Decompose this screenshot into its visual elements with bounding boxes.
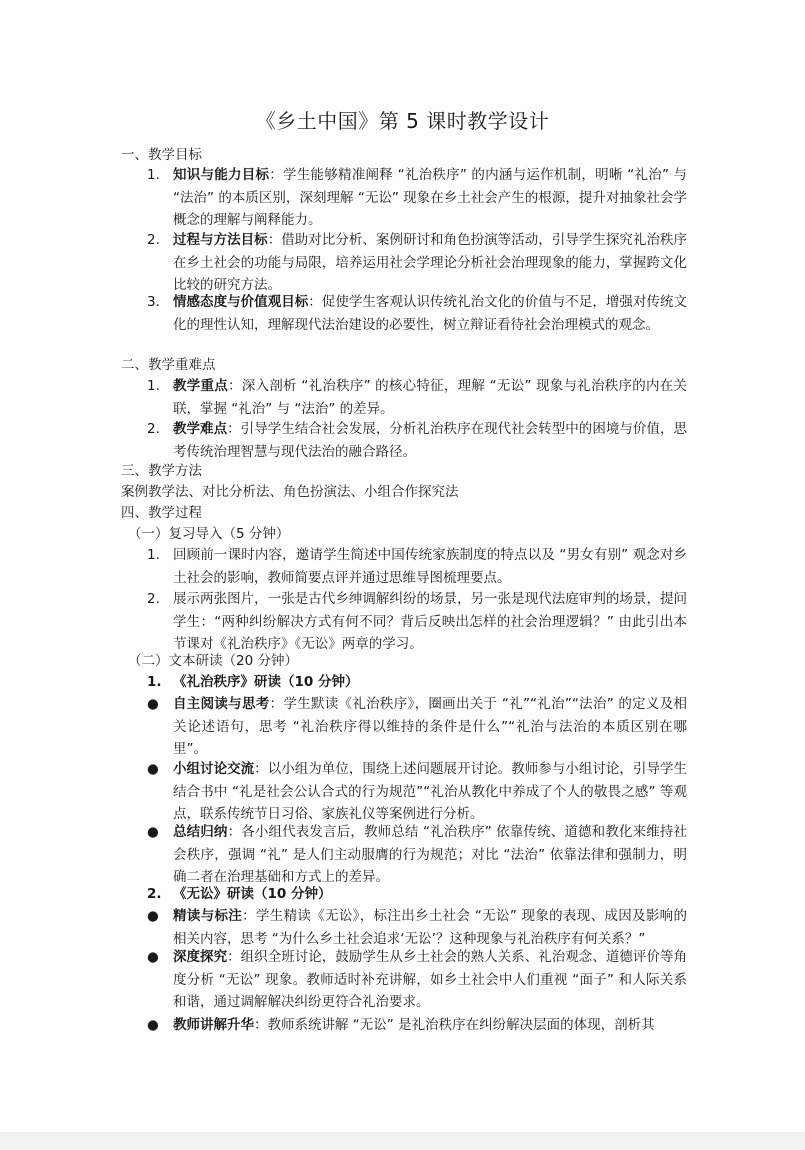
item-number: 1.: [147, 378, 160, 394]
item-number: 3.: [147, 294, 160, 310]
item-lead: 教学重点: [173, 378, 229, 394]
bullet-text: ：组织全班讨论，鼓励学生从乡土社会的熟人关系、礼治观念、道德评价等角度分析 “无讼” 现象。教师适时补充讲解，如乡土社会中人们重视 “面子” 和人际关系和谐，通过调解解决纠纷更符合礼治要求。: [173, 949, 688, 1010]
item-number: 1.: [147, 547, 160, 563]
objective-item: [147, 229, 687, 297]
bullet-text: ：学生默读《礼治秩序》，圈画出关于 “礼”“礼治”“法治” 的定义及相关论述语句，思考 “礼治秩序得以维持的条件是什么”“礼治与法治的本质区别在哪里”。: [173, 696, 688, 757]
item-number: 2.: [147, 886, 162, 902]
page-bottom-margin: [0, 1132, 805, 1150]
bullet-item: [147, 758, 687, 826]
bullet-lead: 精读与标注: [173, 908, 243, 924]
methods-text: 案例教学法、对比分析法、角色扮演法、小组合作探究法: [121, 484, 459, 500]
item-number: 1.: [147, 674, 162, 690]
section-heading-process: 四、教学过程: [121, 505, 202, 521]
item-text: 回顾前一课时内容，邀请学生简述中国传统家族制度的特点以及 “男女有别” 观念对乡土社会的影响，教师简要点评并通过思维导图梳理要点。: [173, 547, 687, 586]
bullet-dot-icon: ●: [147, 696, 159, 712]
item-text: ：引导学生结合社会发展，分析礼治秩序在现代社会转型中的困境与价值，思考传统治理智慧与现代法治的融合路径。: [173, 421, 688, 460]
bullet-dot-icon: ●: [147, 908, 159, 924]
bullet-dot-icon: ●: [147, 761, 159, 777]
item-lead: 教学难点: [173, 421, 228, 437]
objective-item: [147, 164, 687, 232]
item-text: ：深入剖析 “礼治秩序” 的核心特征，理解 “无讼” 现象与礼治秩序的内在关联，掌握 “礼治” 与 “法治” 的差异。: [173, 378, 688, 417]
section-heading-methods: 三、教学方法: [121, 463, 202, 479]
bullet-item: [147, 821, 687, 889]
item-number: 2.: [147, 591, 160, 607]
key-point-item: [147, 375, 687, 420]
process-item: [147, 544, 687, 589]
reading-heading-lizhi: [147, 672, 359, 692]
bullet-lead: 深度探究: [173, 949, 228, 965]
subsection-heading-review: （一）复习导入（5 分钟）: [128, 526, 290, 542]
bullet-dot-icon: ●: [147, 824, 159, 840]
item-lead: 过程与方法目标: [173, 232, 268, 248]
document-title: 《乡土中国》第 5 课时教学设计: [255, 109, 550, 133]
bullet-dot-icon: ●: [147, 1017, 159, 1033]
bullet-item: [147, 693, 687, 761]
item-text: ：借助对比分析、案例研讨和角色扮演等活动，引导学生探究礼治秩序在乡土社会的功能与局限，培养运用社会学理论分析社会治理现象的能力，掌握跨文化比较的研究方法。: [173, 232, 688, 293]
item-lead: 情感态度与价值观目标: [173, 294, 309, 310]
process-item: [147, 588, 687, 656]
bullet-lead: 小组讨论交流: [173, 761, 255, 777]
bullet-text: ：学生精读《无讼》，标注出乡土社会 “无讼” 现象的表现、成因及影响的相关内容，思考 “为什么乡土社会追求‘无讼’？这种现象与礼治秩序有何关系？”: [173, 908, 687, 947]
key-point-item: [147, 418, 687, 463]
item-text: ：学生能够精准阐释 “礼治秩序” 的内涵与运作机制，明晰 “礼治” 与 “法治” 的本质区别，深刻理解 “无讼” 现象在乡土社会产生的根源，提升对抽象社会学概念的理解与阐释能力。: [173, 167, 688, 228]
item-number: 2.: [147, 232, 160, 248]
bullet-item: [147, 1014, 687, 1037]
bullet-lead: 总结归纳: [173, 824, 228, 840]
section-heading-key-points: 二、教学重难点: [121, 357, 216, 373]
subsection-heading-reading: （二）文本研读（20 分钟）: [128, 653, 298, 669]
item-text: ：促使学生客观认识传统礼治文化的价值与不足，增强对传统文化的理性认知，理解现代法治建设的必要性，树立辩证看待社会治理模式的观念。: [173, 294, 688, 333]
objective-item: [147, 291, 687, 336]
bullet-lead: 自主阅读与思考: [173, 696, 270, 712]
reading-title: 《无讼》研读（10 分钟）: [173, 886, 332, 902]
item-lead: 知识与能力目标: [173, 167, 270, 183]
reading-title: 《礼治秩序》研读（10 分钟）: [173, 674, 359, 690]
bullet-text: ：各小组代表发言后，教师总结 “礼治秩序” 依靠传统、道德和教化来维持社会秩序，强调 “礼” 是人们主动服膺的行为规范；对比 “法治” 依靠法律和强制力，明确二者在治理基础和方式上的差异。: [173, 824, 687, 885]
bullet-dot-icon: ●: [147, 949, 159, 965]
bullet-item: [147, 905, 687, 950]
reading-heading-wusong: [147, 884, 332, 904]
bullet-text: ：以小组为单位，围绕上述问题展开讨论。教师参与小组讨论，引导学生结合书中 “礼是社会公认合式的行为规范”“礼治从教化中养成了个人的敬畏之感” 等观点，联系传统节日习俗、家族礼仪等案例进行分析。: [173, 761, 688, 822]
section-heading-objectives: 一、教学目标: [121, 147, 202, 163]
item-number: 2.: [147, 421, 160, 437]
bullet-lead: 教师讲解升华: [173, 1017, 254, 1033]
item-number: 1.: [147, 167, 160, 183]
bullet-text: ：教师系统讲解 “无讼” 是礼治秩序在纠纷解决层面的体现，剖析其: [254, 1017, 655, 1033]
item-text: 展示两张图片，一张是古代乡绅调解纠纷的场景，另一张是现代法庭审判的场景，提问学生：“两种纠纷解决方式有何不同？背后反映出怎样的社会治理逻辑？” 由此引出本节课对《礼治秩序》《无讼》两章的学习。: [173, 591, 687, 652]
bullet-item: [147, 946, 687, 1014]
